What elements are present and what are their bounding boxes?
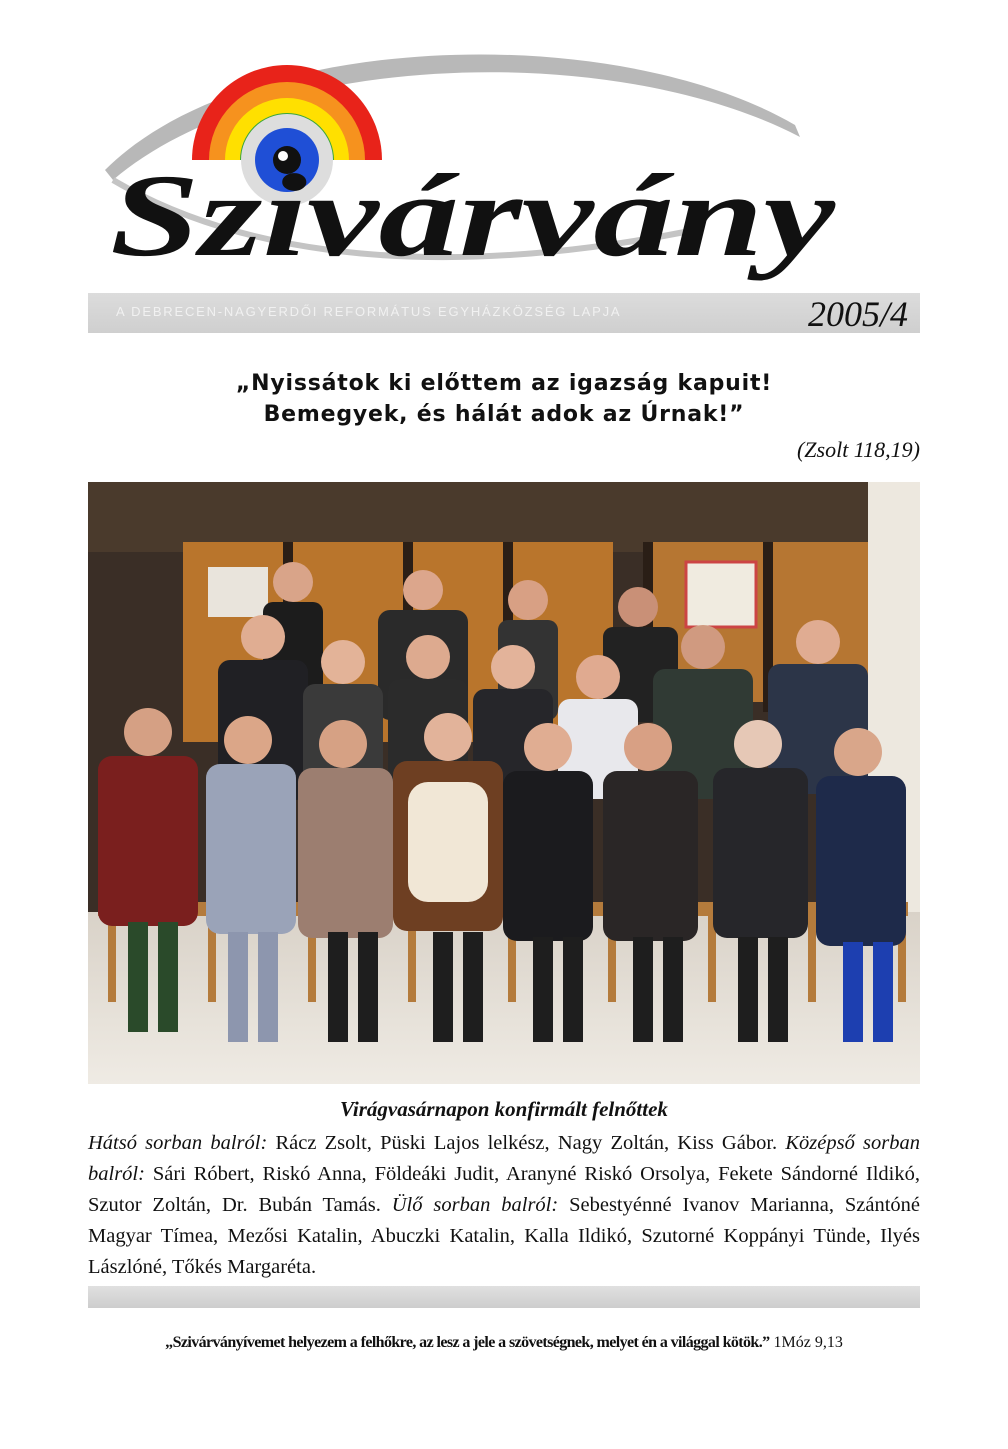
front-row-label: Ülő sorban balról:: [391, 1194, 559, 1216]
middle-row-label: Középső sorban balról:: [88, 1132, 920, 1185]
motto-line-1: „Nyissátok ki előttem az igazság kapuit!: [235, 371, 773, 396]
group-photo: [88, 482, 920, 1084]
footer-quote: [88, 1334, 920, 1352]
window-frame: [88, 482, 920, 552]
notice-board-2: [686, 562, 756, 627]
notice-board: [208, 567, 268, 617]
back-row-names: Rácz Zsolt, Püski Lajos lelkész, Nagy Zoltán, Kiss Gábor.: [267, 1132, 786, 1154]
masthead-subtitle: A DEBRECEN-NAGYERDŐI REFORMÁTUS EGYHÁZKÖZSÉG LAPJA: [116, 304, 622, 319]
caption-title: Virágvasárnapon konfirmált felnőttek: [340, 1097, 668, 1121]
motto-line-2: Bemegyek, és hálát adok az Úrnak!”: [263, 402, 745, 427]
back-row-label: Hátsó sorban balról:: [88, 1132, 268, 1154]
bottom-divider-bar: [88, 1286, 920, 1308]
footer-quote-text: „Szivárványívemet helyezem a felhőkre, az lesz a jele a szövetségnek, melyet én a világgal kötök.”: [165, 1334, 770, 1351]
caption-body: [88, 1128, 920, 1283]
front-row-names: Sebestyénné Ivanov Marianna, Szántóné Magyar Tímea, Mezősi Katalin, Abuczki Katalin, Kalla Ildikó, Szutorné Koppányi Tünde, Ilyés Lászlóné, Tőkés Margaréta.: [88, 1194, 920, 1278]
motto-quote: [88, 368, 920, 430]
issue-number: 2005/4: [807, 294, 908, 334]
motto-reference: (Zsolt 118,19): [796, 437, 920, 462]
masthead-title: Szivárvány: [110, 150, 836, 281]
footer-quote-reference: 1Móz 9,13: [769, 1334, 843, 1351]
subtitle-bar: [88, 293, 920, 333]
middle-row-names: Sári Róbert, Riskó Anna, Földeáki Judit, Aranyné Riskó Orsolya, Fekete Sándorné Ildikó, Szutor Zoltán, Dr. Bubán Tamás.: [88, 1163, 920, 1216]
masthead-logo: [95, 40, 935, 310]
